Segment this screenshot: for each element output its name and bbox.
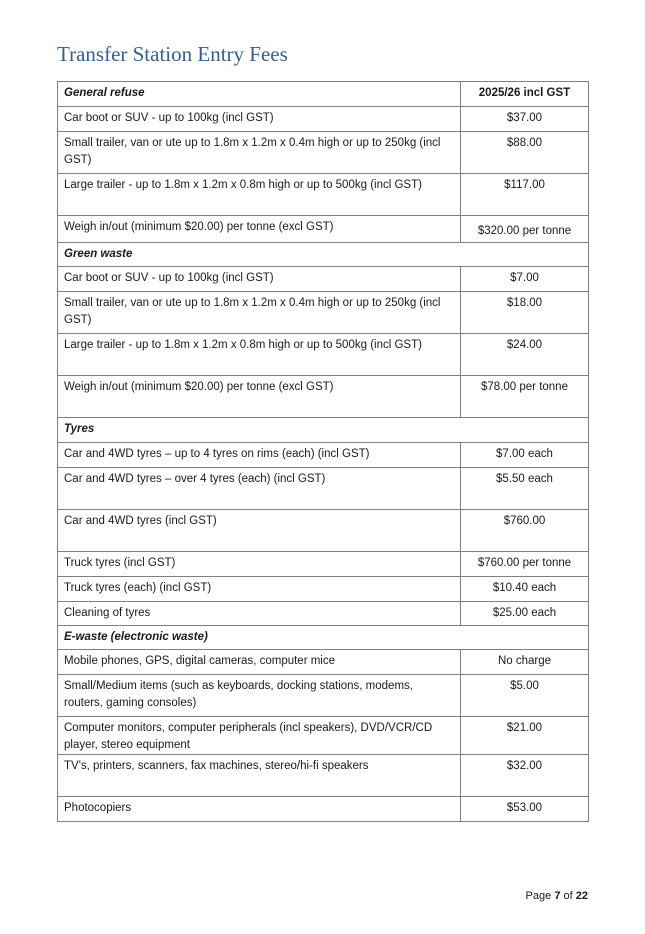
table-row (58, 717, 589, 755)
fee-price: $24.00 (461, 334, 589, 376)
fee-price: $320.00 per tonne (461, 216, 589, 243)
table-row (58, 443, 589, 468)
fee-description: Small/Medium items (such as keyboards, docking stations, modems, routers, gaming consoles) (58, 675, 461, 717)
fee-description: Car and 4WD tyres (incl GST) (58, 510, 461, 552)
table-row (58, 577, 589, 602)
fee-price: $25.00 each (461, 602, 589, 626)
table-row (58, 267, 589, 292)
fee-price: $5.00 (461, 675, 589, 717)
fee-price: $760.00 per tonne (461, 552, 589, 577)
table-row (58, 292, 589, 334)
fee-description: Mobile phones, GPS, digital cameras, computer mice (58, 650, 461, 675)
table-row (58, 755, 589, 797)
fee-description: TV's, printers, scanners, fax machines, stereo/hi-fi speakers (58, 755, 461, 797)
table-row (58, 107, 589, 132)
section-heading-green-waste: Green waste (58, 243, 589, 267)
fee-description: Large trailer - up to 1.8m x 1.2m x 0.8m high or up to 500kg (incl GST) (58, 334, 461, 376)
table-row (58, 174, 589, 216)
page-number (526, 890, 588, 902)
fees-table (57, 81, 589, 822)
fee-description: Car boot or SUV - up to 100kg (incl GST) (58, 267, 461, 292)
fee-description: Car and 4WD tyres – up to 4 tyres on rims (each) (incl GST) (58, 443, 461, 468)
section-heading-tyres: Tyres (58, 418, 589, 443)
table-row (58, 552, 589, 577)
fee-price: $78.00 per tonne (461, 376, 589, 418)
table-row (58, 510, 589, 552)
fee-price: $53.00 (461, 797, 589, 822)
fee-price: No charge (461, 650, 589, 675)
fee-price: $760.00 (461, 510, 589, 552)
fee-description: Weigh in/out (minimum $20.00) per tonne (excl GST) (58, 376, 461, 418)
fee-description: Small trailer, van or ute up to 1.8m x 1.2m x 0.4m high or up to 250kg (incl GST) (58, 292, 461, 334)
fee-description: Truck tyres (incl GST) (58, 552, 461, 577)
fee-description: Cleaning of tyres (58, 602, 461, 626)
fee-price: $5.50 each (461, 468, 589, 510)
fee-price: $32.00 (461, 755, 589, 797)
table-row (58, 132, 589, 174)
of-label: of (563, 890, 573, 902)
section-row (58, 418, 589, 443)
fee-price: $37.00 (461, 107, 589, 132)
fee-price: $18.00 (461, 292, 589, 334)
fee-description: Car boot or SUV - up to 100kg (incl GST) (58, 107, 461, 132)
section-row (58, 243, 589, 267)
table-row (58, 376, 589, 418)
table-row (58, 334, 589, 376)
section-heading-e-waste: E-waste (electronic waste) (58, 626, 589, 650)
fee-description: Photocopiers (58, 797, 461, 822)
fee-description: Small trailer, van or ute up to 1.8m x 1.2m x 0.4m high or up to 250kg (incl GST) (58, 132, 461, 174)
table-row (58, 468, 589, 510)
section-heading-general-refuse: General refuse (58, 82, 461, 107)
total-pages: 22 (575, 890, 588, 902)
page-title: Transfer Station Entry Fees (57, 42, 288, 66)
fee-description: Large trailer - up to 1.8m x 1.2m x 0.8m high or up to 500kg (incl GST) (58, 174, 461, 216)
fee-price: $117.00 (461, 174, 589, 216)
fee-price: $88.00 (461, 132, 589, 174)
fee-description: Truck tyres (each) (incl GST) (58, 577, 461, 602)
table-row (58, 216, 589, 243)
fee-price: $10.40 each (461, 577, 589, 602)
table-row (58, 650, 589, 675)
fee-description: Weigh in/out (minimum $20.00) per tonne (excl GST) (58, 216, 461, 243)
table-row (58, 675, 589, 717)
fee-description: Computer monitors, computer peripherals (incl speakers), DVD/VCR/CD player, stereo equipment (58, 717, 461, 755)
column-header-price: 2025/26 incl GST (461, 82, 589, 107)
table-header-row (58, 82, 589, 107)
section-row (58, 626, 589, 650)
page-label: Page (525, 890, 552, 902)
table-row (58, 602, 589, 626)
fee-price: $21.00 (461, 717, 589, 755)
fee-price: $7.00 (461, 267, 589, 292)
current-page: 7 (554, 890, 561, 902)
table-row (58, 797, 589, 822)
fee-price: $7.00 each (461, 443, 589, 468)
fee-description: Car and 4WD tyres – over 4 tyres (each) (incl GST) (58, 468, 461, 510)
